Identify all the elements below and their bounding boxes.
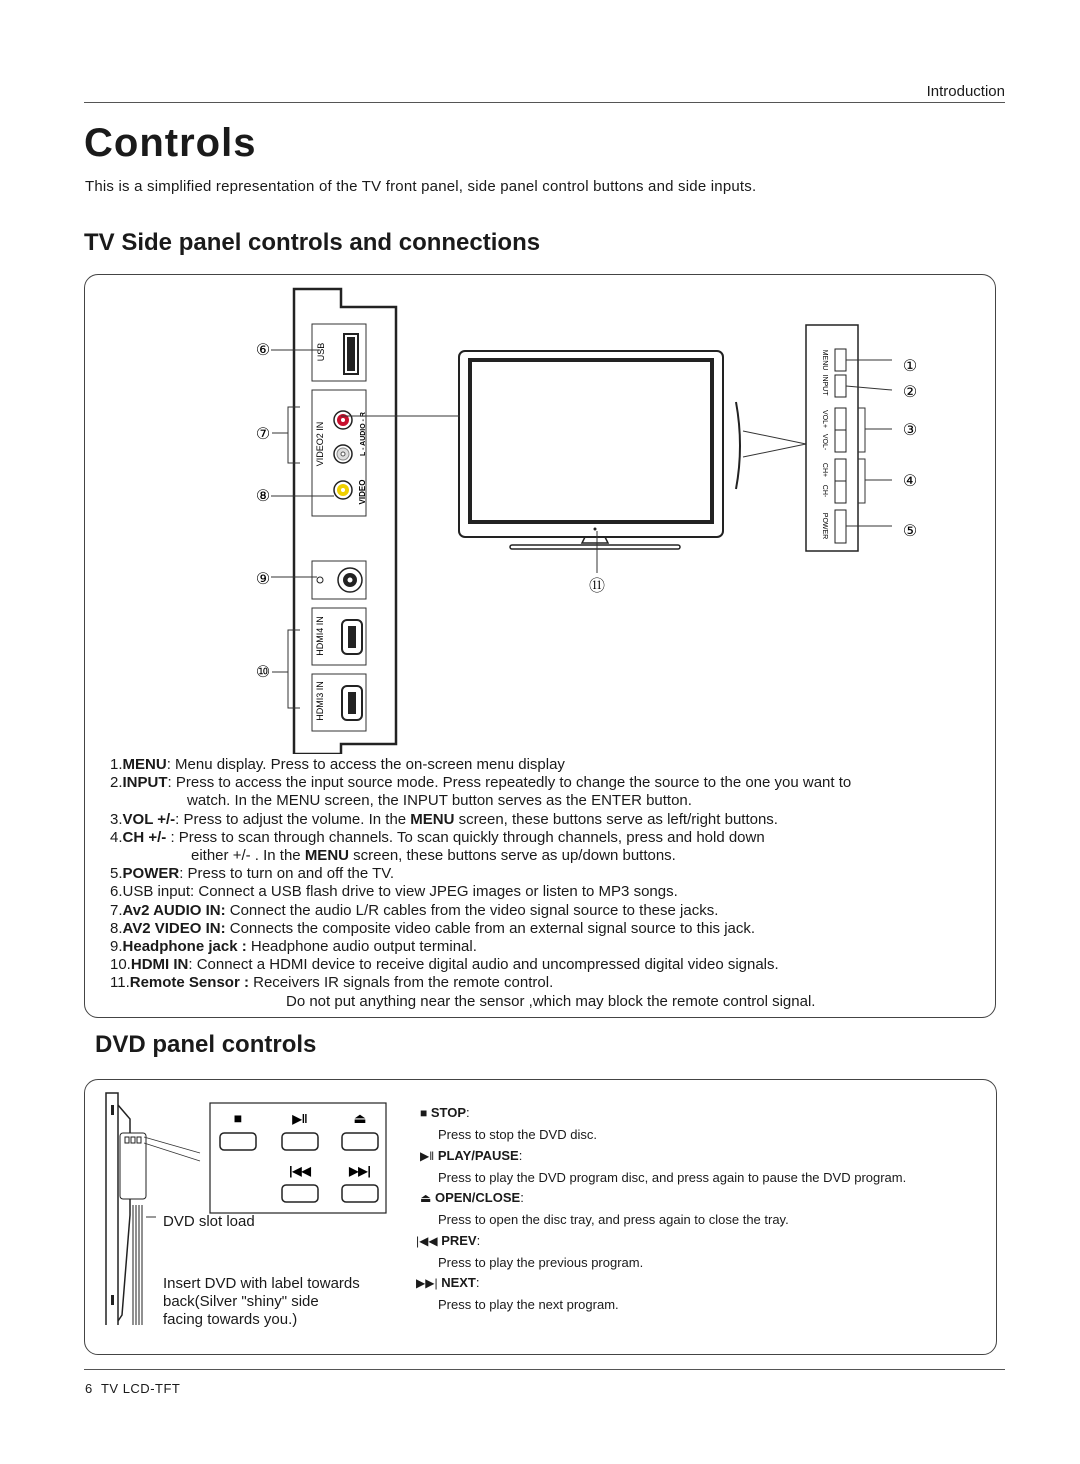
callout-4: ④ <box>902 473 918 490</box>
input-button-label: INPUT <box>821 374 828 396</box>
desc-item: 7.Av2 AUDIO IN: Connect the audio L/R cables from the video signal source to these jacks. <box>110 901 719 919</box>
play-pause-item: ▶‖ PLAY/PAUSE: Press to play the DVD program disc, and press again to pause the DVD program. <box>420 1148 907 1185</box>
next-label: NEXT <box>441 1275 476 1290</box>
stop-icon: ■ <box>420 1106 428 1120</box>
stop-desc: Press to stop the DVD disc. <box>438 1127 597 1142</box>
next-icon: ▶▶| <box>349 1164 371 1178</box>
open-close-item: ⏏ OPEN/CLOSE: Press to open the disc tray, and press again to close the tray. <box>420 1190 789 1227</box>
video-jack <box>334 481 352 499</box>
next-desc: Press to play the next program. <box>438 1297 619 1312</box>
header-divider <box>84 102 1005 103</box>
prev-item: |◀◀ PREV: Press to play the previous program. <box>416 1233 644 1270</box>
audio-l-jack <box>334 445 352 463</box>
callout-8: ⑧ <box>255 488 271 505</box>
callout-6: ⑥ <box>255 342 271 359</box>
intro-text: This is a simplified representation of the TV front panel, side panel control buttons and side inputs. <box>85 178 757 195</box>
prev-label: PREV <box>441 1233 477 1248</box>
dvd-panel-heading: DVD panel controls <box>95 1031 317 1058</box>
desc-item: 11.Remote Sensor : Receivers IR signals from the remote control. <box>110 974 554 992</box>
desc-item: 4.CH +/- : Press to scan through channels. To scan quickly through channels, press and hold down <box>110 828 765 846</box>
callout-9: ⑨ <box>255 571 271 588</box>
audio-r-jack <box>334 411 352 429</box>
usb-port <box>344 334 358 374</box>
open-close-label: OPEN/CLOSE <box>434 1190 521 1205</box>
eject-icon: ⏏ <box>420 1191 432 1205</box>
model-name: TV LCD-TFT <box>100 1381 181 1396</box>
callout-3: ③ <box>902 422 918 439</box>
prev-icon: |◀◀ <box>289 1164 311 1178</box>
desc-item: 9.Headphone jack : Headphone audio output terminal. <box>110 938 477 956</box>
callout-5: ⑤ <box>902 523 918 540</box>
audio-label: L - AUDIO - R <box>360 412 367 456</box>
desc-item: 2.INPUT: Press to access the input source mode. Press repeatedly to change the source to the one you want to <box>110 774 852 792</box>
hdmi4-port <box>342 620 362 654</box>
video-label: VIDEO <box>358 479 367 505</box>
insert-note: Insert DVD with label towards back(Silver "shiny" side facing towards you.) <box>163 1275 360 1328</box>
callout-7: ⑦ <box>255 426 271 443</box>
callout-2: ② <box>902 384 918 401</box>
desc-item-continued: watch. In the MENU screen, the INPUT button serves as the ENTER button. <box>187 792 692 810</box>
callout-11: ⑪ <box>588 578 606 595</box>
section-label: Introduction <box>926 83 1005 100</box>
volp-button-label: VOL+ <box>821 409 828 429</box>
volm-button-label: VOL- <box>821 433 828 451</box>
side-panel-heading: TV Side panel controls and connections <box>84 229 541 256</box>
hdmi3-port <box>342 686 362 720</box>
desc-item: 5.POWER: Press to turn on and off the TV. <box>110 865 395 883</box>
open-close-desc: Press to open the disc tray, and press again to close the tray. <box>438 1212 789 1227</box>
hdmi3-label: HDMI3 IN <box>315 681 325 721</box>
menu-button-label: MENU <box>821 349 828 371</box>
desc-item: 8.AV2 VIDEO IN: Connects the composite video cable from an external signal source to this jack. <box>110 919 756 937</box>
dvd-slot-label: DVD slot load <box>163 1213 255 1230</box>
chm-button-label: CH- <box>821 484 828 498</box>
play-pause-icon: ▶‖ <box>292 1112 308 1126</box>
desc-item: 10.HDMI IN: Connect a HDMI device to receive digital audio and uncompressed digital video signals. <box>110 956 779 974</box>
play-pause-desc: Press to play the DVD program disc, and press again to pause the DVD program. <box>438 1170 907 1185</box>
power-button-label: POWER <box>821 512 828 540</box>
callout-1: ① <box>902 358 918 375</box>
footer-divider <box>84 1369 1005 1370</box>
next-icon: ▶▶| <box>416 1276 438 1290</box>
next-item: ▶▶| NEXT: Press to play the next program. <box>416 1275 619 1312</box>
callout-10: ⑩ <box>255 664 271 681</box>
prev-desc: Press to play the previous program. <box>438 1255 644 1270</box>
tv-front-illustration <box>459 351 723 549</box>
play-pause-label: PLAY/PAUSE <box>437 1148 519 1163</box>
video2-in-label: VIDEO2 IN <box>315 421 325 467</box>
play-pause-icon: ▶‖ <box>420 1149 435 1163</box>
desc-item-continued: Do not put anything near the sensor ,which may block the remote control signal. <box>286 992 816 1010</box>
stop-item: ■ STOP: Press to stop the DVD disc. <box>420 1105 597 1142</box>
hdmi4-label: HDMI4 IN <box>315 616 325 656</box>
desc-item: 1.MENU: Menu display. Press to access the on-screen menu display <box>110 756 565 773</box>
desc-item: 3.VOL +/-: Press to adjust the volume. In the MENU screen, these buttons serve as left/right buttons. <box>110 810 778 828</box>
eject-icon: ⏏ <box>353 1110 367 1126</box>
page-number: 6 <box>85 1381 93 1396</box>
desc-item-continued: either +/- . In the MENU screen, these buttons serve as up/down buttons. <box>191 847 676 865</box>
side-panel-descriptions <box>110 756 851 1011</box>
headphone-jack <box>317 568 362 592</box>
page-title: Controls <box>84 121 257 165</box>
footer <box>85 1381 180 1396</box>
chp-button-label: CH+ <box>821 462 828 478</box>
stop-icon: ■ <box>233 1110 243 1126</box>
prev-icon: |◀◀ <box>416 1234 438 1248</box>
desc-item: 6.USB input: Connect a USB flash drive to view JPEG images or listen to MP3 songs. <box>110 883 678 901</box>
stop-label: STOP <box>430 1105 467 1120</box>
side-panel-diagram <box>84 274 994 754</box>
dvd-side-profile <box>106 1093 146 1325</box>
side-button-strip <box>806 325 858 551</box>
usb-label: USB <box>316 342 326 362</box>
